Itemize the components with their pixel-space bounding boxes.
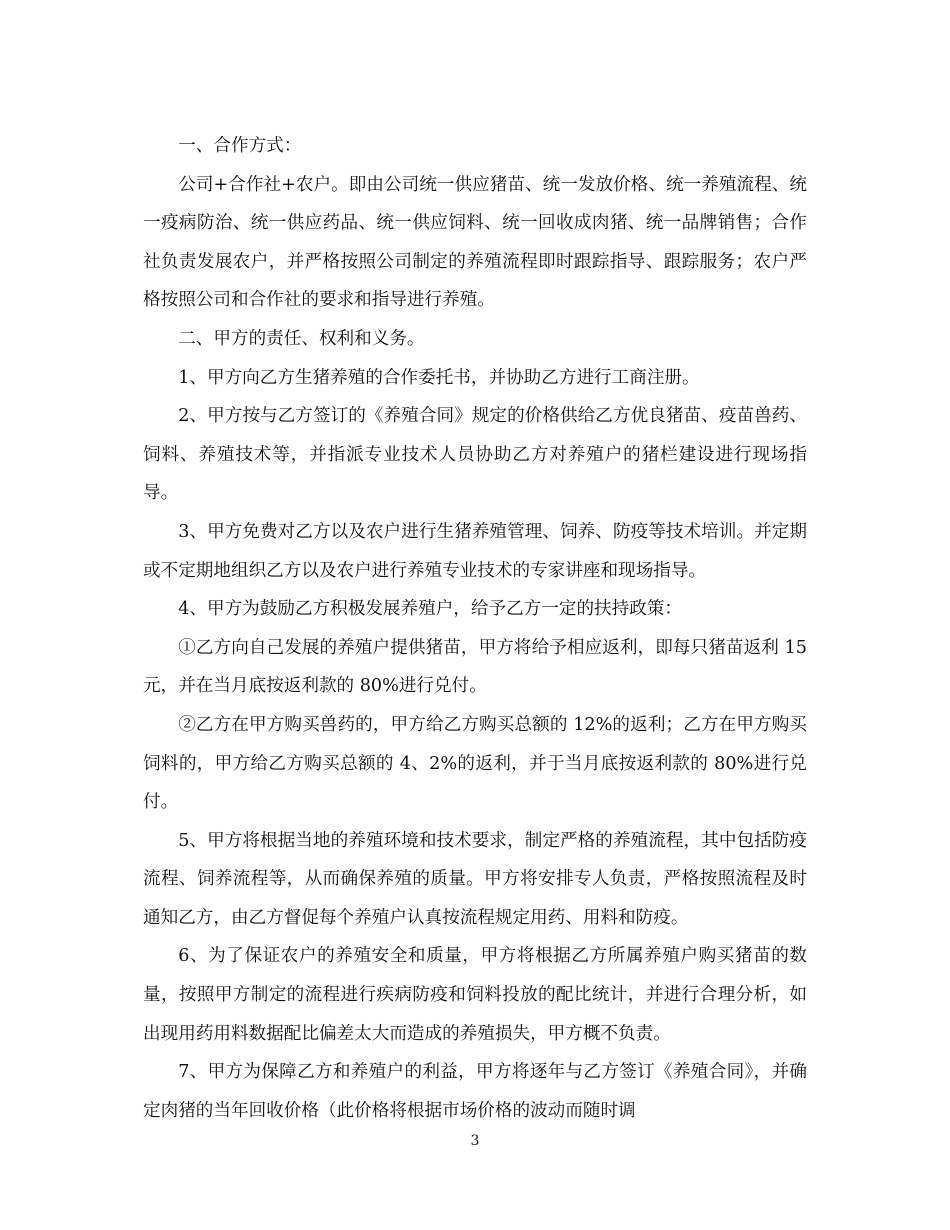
- clause-4-item-2: ②乙方在甲方购买兽药的，甲方给乙方购买总额的 12%的返利；乙方在甲方购买饲料的，甲方给乙方购买总额的 4、2%的返利，并于当月底按返利款的 80%进行兑付。: [143, 714, 807, 813]
- clause-4-item-1: ①乙方向自己发展的养殖户提供猪苗，甲方将给予相应返利，即每只猪苗返利 15 元，并在当月底按返利款的 80%进行兑付。: [143, 637, 807, 697]
- page-number: 3: [470, 1133, 480, 1149]
- clause-3: 3、甲方免费对乙方以及农户进行生猪养殖管理、饲养、防疫等技术培训。并定期或不定期地组织乙方以及农户进行养殖专业技术的专家讲座和现场指导。: [143, 521, 807, 581]
- clause-1: 1、甲方向乙方生猪养殖的合作委托书，并协助乙方进行工商注册。: [178, 367, 700, 388]
- clause-7: 7、甲方为保障乙方和养殖户的利益，甲方将逐年与乙方签订《养殖合同》，并确定肉猪的当年回收价格（此价格将根据市场价格的波动而随时调: [143, 1062, 807, 1121]
- clause-6: 6、为了保证农户的养殖安全和质量，甲方将根据乙方所属养殖户购买猪苗的数量，按照甲方制定的流程进行疾病防疫和饲料投放的配比统计，并进行合理分析，如出现用药用料数据配比偏差太大而造成的养殖损失，甲方概不负责。: [143, 946, 807, 1044]
- clause-4: 4、甲方为鼓励乙方积极发展养殖户，给予乙方一定的扶持政策：: [178, 599, 683, 620]
- section-heading-party-a-duties: 二、甲方的责任、权利和义务。: [178, 328, 425, 349]
- paragraph-cooperation-model: 公司+合作社+农户。即由公司统一供应猪苗、统一发放价格、统一养殖流程、统一疫病防治、统一供应药品、统一供应饲料、统一回收成肉猪、统一品牌销售；合作社负责发展农户，并严格按照公司制定的养殖流程即时跟踪指导、跟踪服务；农户严格按照公司和合作社的要求和指导进行养殖。: [143, 174, 807, 311]
- document-body: [143, 127, 807, 1130]
- clause-5: 5、甲方将根据当地的养殖环境和技术要求，制定严格的养殖流程，其中包括防疫流程、饲养流程等，从而确保养殖的质量。甲方将安排专人负责，严格按照流程及时通知乙方，由乙方督促每个养殖户认真按流程规定用药、用料和防疫。: [143, 830, 807, 928]
- clause-2: 2、甲方按与乙方签订的《养殖合同》规定的价格供给乙方优良猪苗、疫苗兽药、饲料、养殖技术等，并指派专业技术人员协助乙方对养殖户的猪栏建设进行现场指导。: [143, 406, 807, 504]
- section-heading-cooperation-mode: 一、合作方式：: [178, 136, 302, 156]
